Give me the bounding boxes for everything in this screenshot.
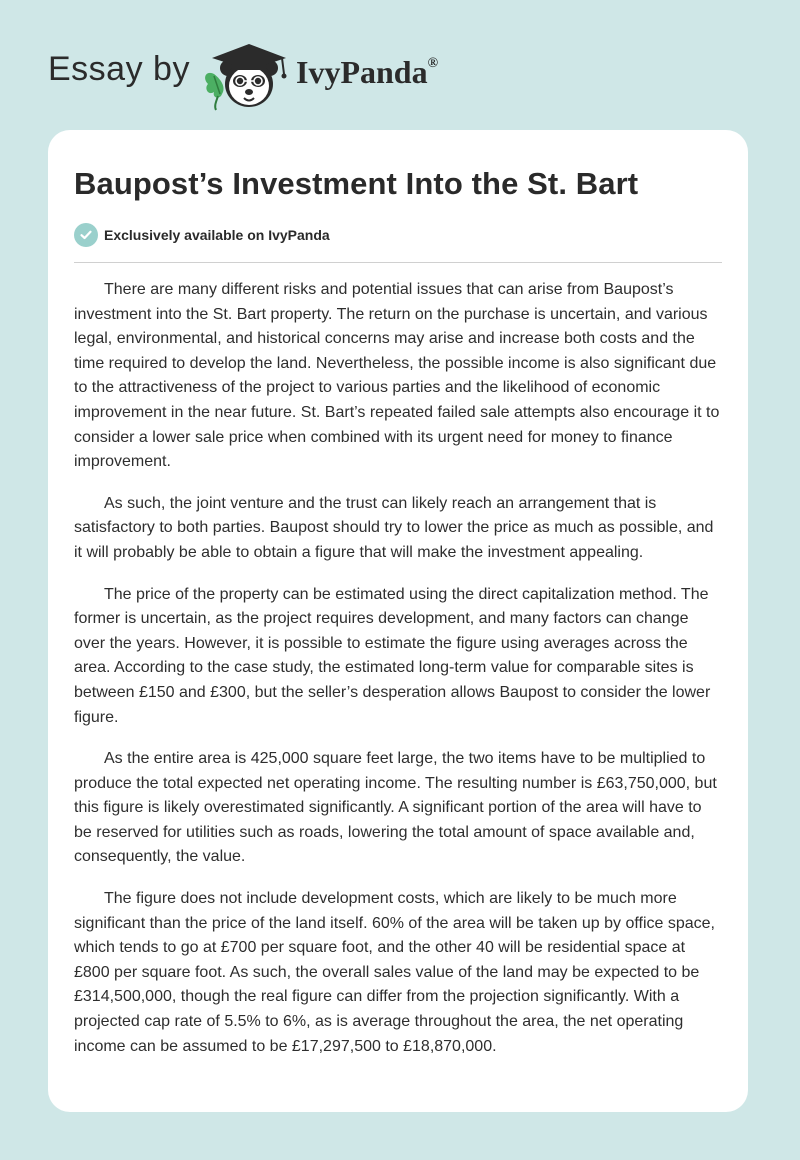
check-icon	[74, 223, 98, 247]
site-header	[0, 0, 800, 120]
essay-body	[74, 278, 722, 1076]
essay-paragraph-5: The figure does not include development costs, which are likely to be much more significant than the price of the land itself. 60% of the area will be taken up by office space, which tends to go at £700 per square foot, and the other 40 will be residential space at £800 per square foot. As such, the overall sales value of the land may be expected to be £314,500,000, though the real figure can differ from the projection significantly. With a projected cap rate of 5.5% to 6%, as is average throughout the area, the net operating income can be assumed to be £17,297,500 to £18,870,000.	[74, 890, 715, 1055]
registered-mark: ®	[427, 56, 439, 72]
exclusive-label: Exclusively available on IvyPanda	[104, 227, 330, 243]
title-divider	[74, 262, 722, 263]
essay-paragraph-1: There are many different risks and potential issues that can arise from Baupost’s investment into the St. Bart property. The return on the purchase is uncertain, and various legal, environmental, and historical concerns may arise and increase both costs and the time required to develop the land. Nevertheless, the possible income is also significant due to the attractiveness of the project to various parties and the likelihood of economic improvement in the near future. St. Bart’s repeated failed sale attempts also encourage it to consider a lower sale price when combined with its urgent need for money to finance improvement.	[74, 281, 720, 471]
brand-name-text: IvyPanda	[296, 54, 428, 90]
essay-card	[48, 130, 748, 1112]
ivy-leaf-icon	[205, 73, 223, 110]
essay-paragraph-2: As such, the joint venture and the trust can likely reach an arrangement that is satisfactory to both parties. Baupost should try to lower the price as much as possible, and it will probably be able to obtain a figure that will make the investment appealing.	[74, 494, 714, 561]
exclusive-badge	[74, 222, 330, 248]
essay-title: Baupost’s Investment Into the St. Bart	[74, 166, 639, 201]
panda-graduate-logo-icon[interactable]	[200, 36, 296, 112]
essay-paragraph-3: The price of the property can be estimated using the direct capitalization method. The former is uncertain, as the project requires development, and many factors can change over the years. However, it is possible to estimate the figure using averages across the area. According to the case study, the estimated long-term value for comparable sites is between £150 and £300, but the seller’s desperation allows Baupost to consider the lower figure.	[74, 585, 711, 726]
essay-by-label: Essay by	[48, 50, 190, 88]
essay-paragraph-4: As the entire area is 425,000 square feet large, the two items have to be multiplied to produce the total expected net operating income. The resulting number is £63,750,000, but this figure is likely overestimated significantly. A significant portion of the area will have to be reserved for utilities such as roads, lowering the total amount of space available and, consequently, the value.	[74, 750, 717, 866]
ivypanda-brand-name[interactable]	[296, 54, 438, 91]
